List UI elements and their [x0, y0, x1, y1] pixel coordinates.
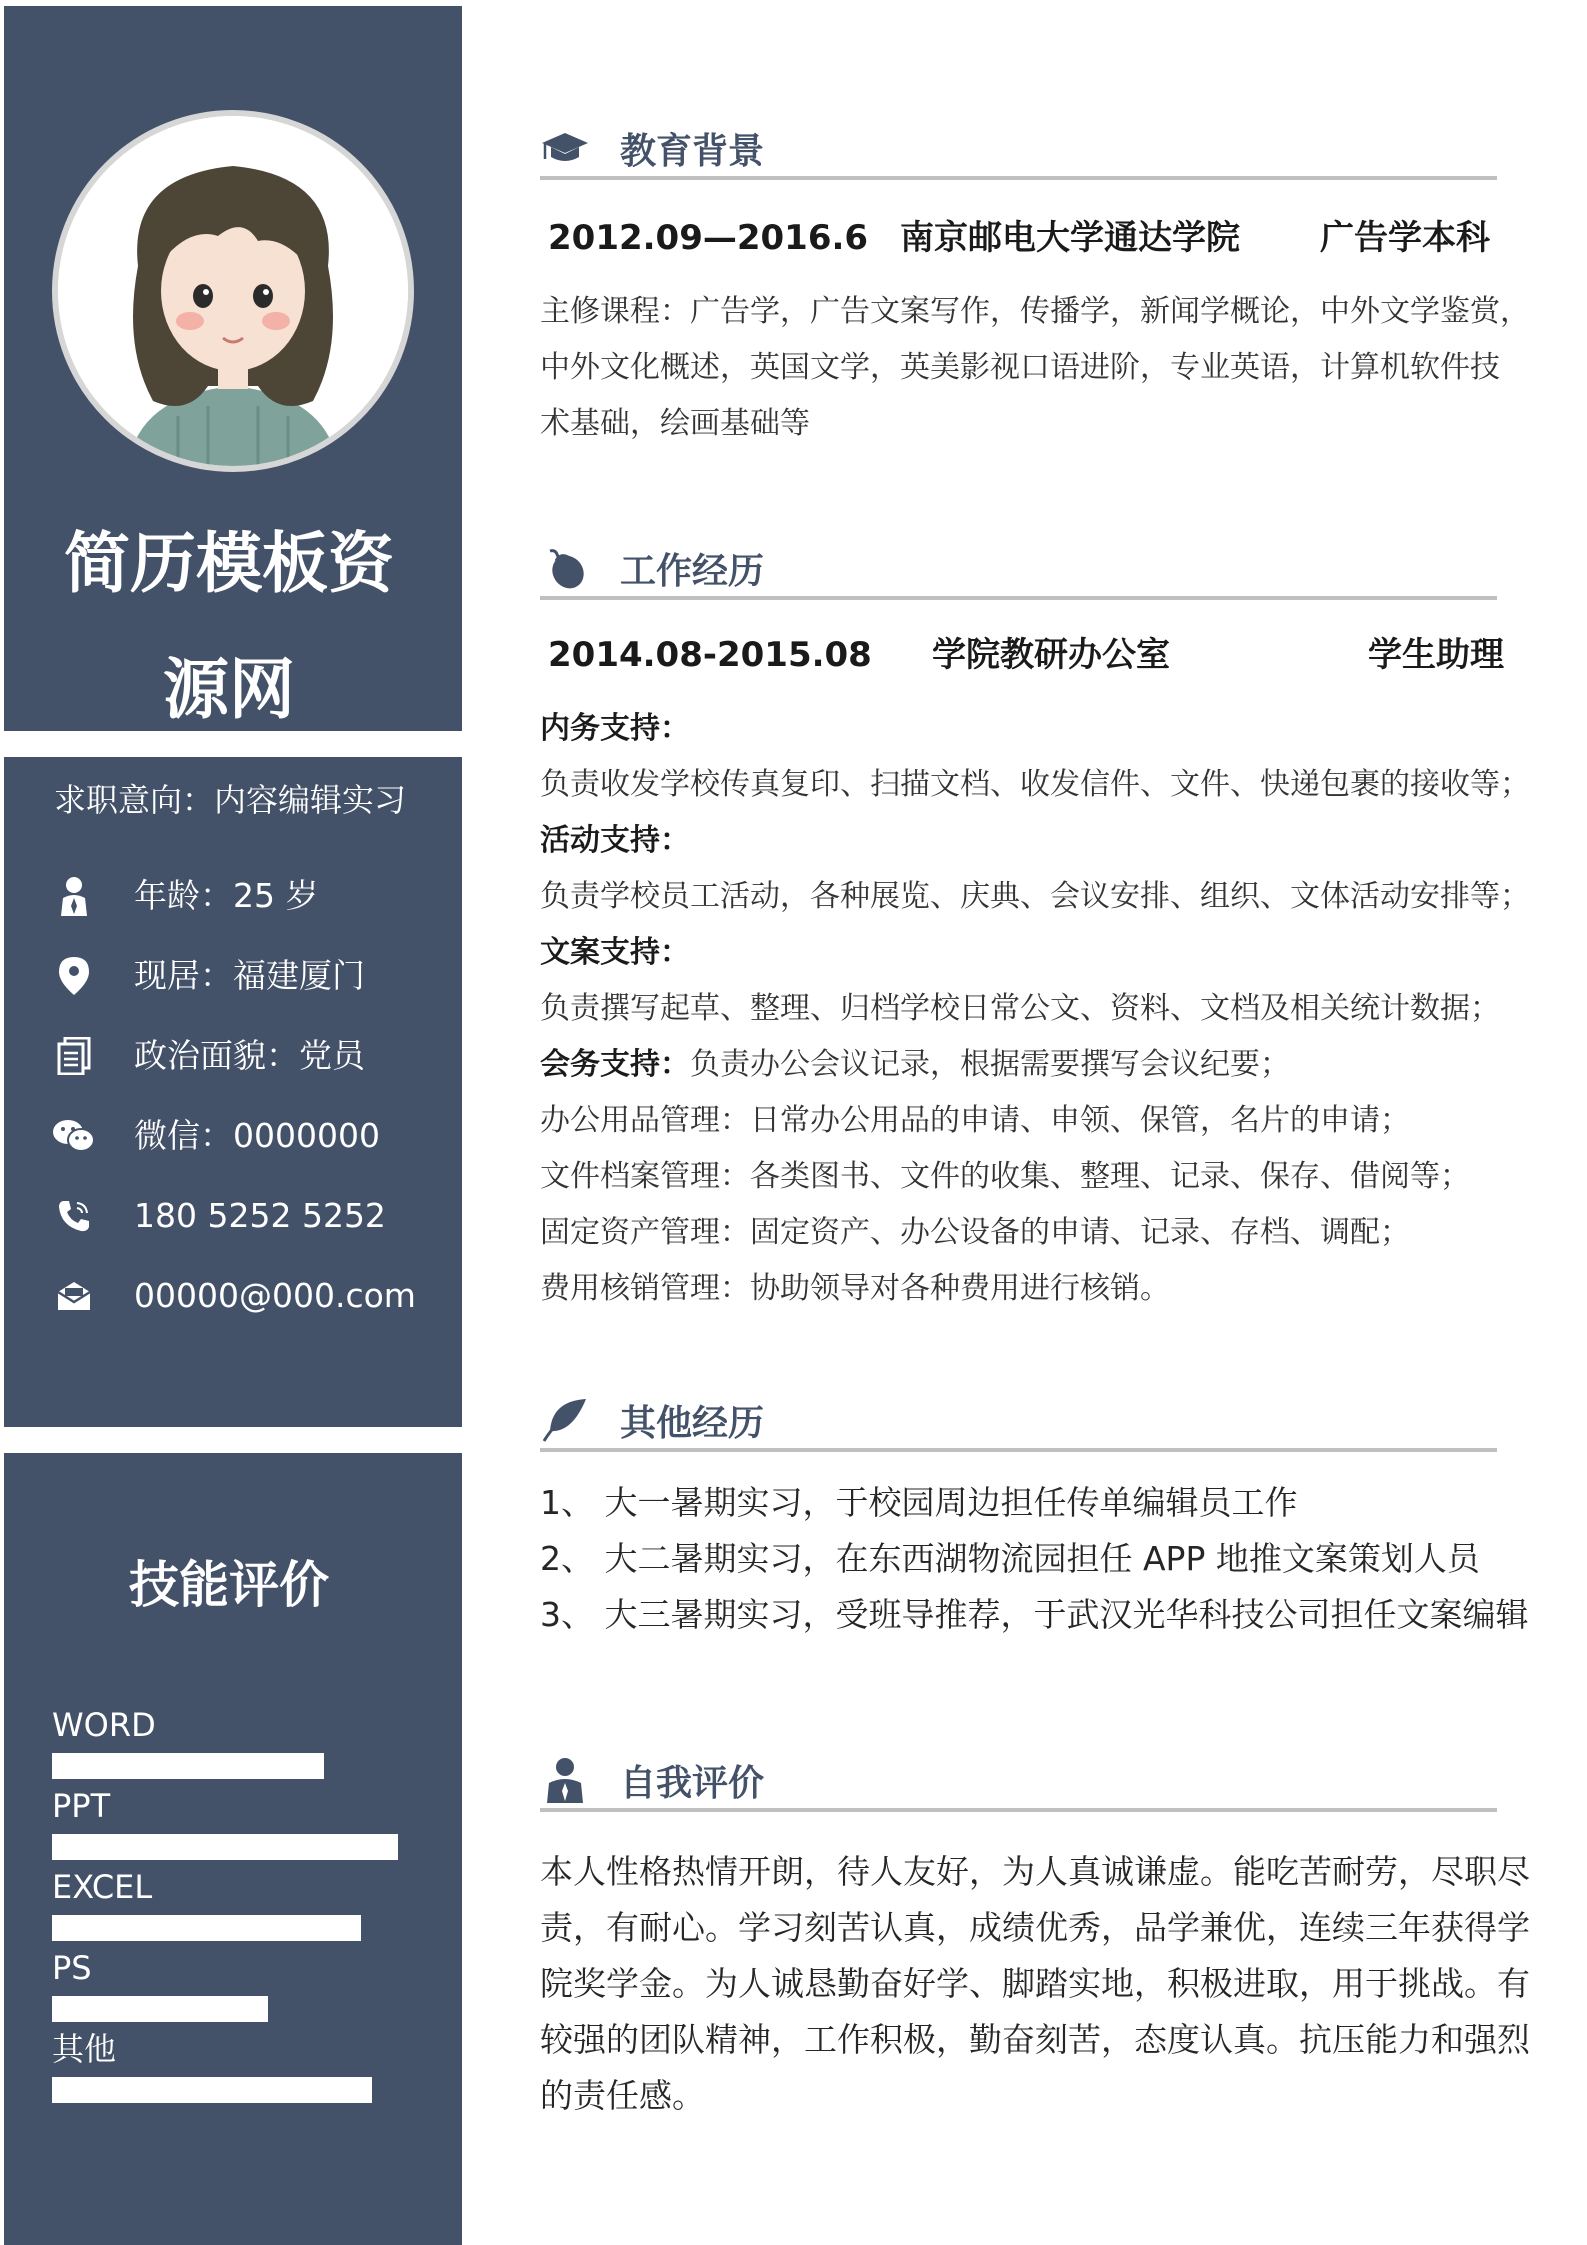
skill-label: WORD: [52, 1706, 156, 1744]
duty-text: 负责撰写起草、整理、归档学校日常公文、资料、文档及相关统计数据；: [540, 991, 1500, 1026]
duty-text: 办公用品管理：日常办公用品的申请、申领、保管，名片的申请；: [540, 1103, 1410, 1138]
education-courses: [540, 284, 1530, 452]
self-eval-line: 的责任感。: [540, 2076, 705, 2115]
skill-level-bar: [52, 1996, 268, 2022]
work-org: 学院教研办公室: [932, 635, 1170, 675]
education-school: 南京邮电大学通达学院: [900, 218, 1240, 258]
leaf-icon: [540, 1395, 590, 1445]
politics-text: 政治面貌：党员: [134, 1036, 365, 1075]
duty-text: 固定资产管理：固定资产、办公设备的申请、记录、存档、调配；: [540, 1215, 1410, 1250]
skill-level-bar: [52, 2077, 372, 2103]
duty-text: 负责收发学校传真复印、扫描文档、收发信件、文件、快递包裹的接收等；: [540, 767, 1530, 802]
list-item: 3、 大三暑期实习，受班导推荐，于武汉光华科技公司担任文案编辑: [540, 1595, 1529, 1634]
skill-level-bar: [52, 1915, 361, 1941]
skill-item: [52, 1705, 324, 1779]
duty-text: 费用核销管理：协助领导对各种费用进行核销。: [540, 1271, 1170, 1306]
info-wechat: [0, 1106, 458, 1166]
self-eval-line: 本人性格热情开朗，待人友好，为人真诚谦虚。能吃苦耐劳，尽职尽: [540, 1852, 1530, 1891]
skill-label: PPT: [52, 1787, 111, 1825]
education-header: [540, 120, 1497, 180]
info-politics: [0, 1026, 458, 1086]
info-phone: [0, 1186, 458, 1246]
duty-label: 活动支持：: [540, 823, 690, 858]
work-title: 工作经历: [620, 550, 765, 592]
self-eval-line: 院奖学金。为人诚恳勤奋好学、脚踏实地，积极进取，用于挑战。有: [540, 1964, 1530, 2003]
skill-level-bar: [52, 1834, 398, 1860]
other-title: 其他经历: [620, 1402, 765, 1444]
education-title: 教育背景: [620, 130, 765, 172]
duty-label: 文案支持：: [540, 935, 690, 970]
name-line-1: 简历模板资: [64, 525, 394, 602]
course-line: 术基础，绘画基础等: [540, 406, 810, 441]
name-line-2: 源网: [163, 651, 295, 728]
age-text: 年龄：25 岁: [134, 876, 319, 915]
info-location: [0, 946, 458, 1006]
graduation-cap-icon: [540, 123, 590, 173]
document-icon: [52, 1034, 96, 1078]
work-header: [540, 540, 1497, 600]
other-header: [540, 1392, 1497, 1452]
other-list: [540, 1475, 1529, 1643]
phone-text: 180 5252 5252: [134, 1196, 386, 1235]
work-period: 2014.08-2015.08: [548, 635, 872, 675]
duty-label: 内务支持：: [540, 711, 690, 746]
skill-level-bar: [52, 1753, 324, 1779]
course-line: 主修课程：广告学，广告文案写作，传播学，新闻学概论，中外文学鉴赏，: [540, 294, 1530, 329]
work-duties: [540, 701, 1530, 1317]
duty-text: 文件档案管理：各类图书、文件的收集、整理、记录、保存、借阅等；: [540, 1159, 1470, 1194]
skill-item: [52, 2029, 372, 2103]
person-icon: [540, 1755, 590, 1805]
sidebar-info-panel: [4, 757, 462, 1427]
self-eval-text: [540, 1844, 1530, 2124]
work-summary-row: [540, 632, 1504, 678]
education-summary-row: [540, 215, 1497, 261]
wechat-text: 微信：0000000: [134, 1116, 380, 1155]
email-text: 00000@000.com: [134, 1276, 416, 1315]
mail-icon: [52, 1274, 96, 1318]
course-line: 中外文化概述，英国文学，英美影视口语进阶，专业英语，计算机软件技: [540, 350, 1500, 385]
person-icon: [52, 874, 96, 918]
duty-text: 负责学校员工活动，各种展览、庆典、会议安排、组织、文体活动安排等；: [540, 879, 1530, 914]
skills-title: 技能评价: [129, 1556, 329, 1614]
duty-text: 负责办公会议记录，根据需要撰写会议纪要；: [690, 1047, 1290, 1082]
skill-label: EXCEL: [52, 1868, 153, 1906]
skill-item: [52, 1786, 398, 1860]
list-item: 1、 大一暑期实习，于校园周边担任传单编辑员工作: [540, 1483, 1298, 1522]
education-degree: 广告学本科: [1320, 218, 1490, 258]
info-email: [0, 1266, 458, 1326]
self-eval-header: [540, 1752, 1497, 1812]
skill-label: 其他: [52, 2030, 117, 2068]
skill-item: [52, 1948, 268, 2022]
location-pin-icon: [52, 954, 96, 998]
wechat-icon: [52, 1114, 96, 1158]
skill-label: PS: [52, 1949, 92, 1987]
self-eval-line: 责，有耐心。学习刻苦认真，成绩优秀，品学兼优，连续三年获得学: [540, 1908, 1530, 1947]
self-eval-title: 自我评价: [620, 1762, 765, 1804]
avatar: [52, 110, 414, 472]
list-item: 2、 大二暑期实习，在东西湖物流园担任 APP 地推文案策划人员: [540, 1539, 1480, 1578]
education-period: 2012.09—2016.6: [548, 218, 869, 258]
mouse-icon: [540, 543, 590, 593]
info-age: [0, 866, 458, 926]
self-eval-line: 较强的团队精神，工作积极，勤奋刻苦，态度认真。抗压能力和强烈: [540, 2020, 1530, 2059]
duty-meeting: [540, 1037, 1500, 1093]
job-intention: 求职意向：内容编辑实习: [54, 781, 407, 819]
duty-label: 会务支持：: [540, 1047, 690, 1082]
skill-item: [52, 1867, 361, 1941]
location-text: 现居：福建厦门: [134, 956, 365, 995]
work-role: 学生助理: [1368, 635, 1504, 675]
phone-icon: [52, 1194, 96, 1238]
